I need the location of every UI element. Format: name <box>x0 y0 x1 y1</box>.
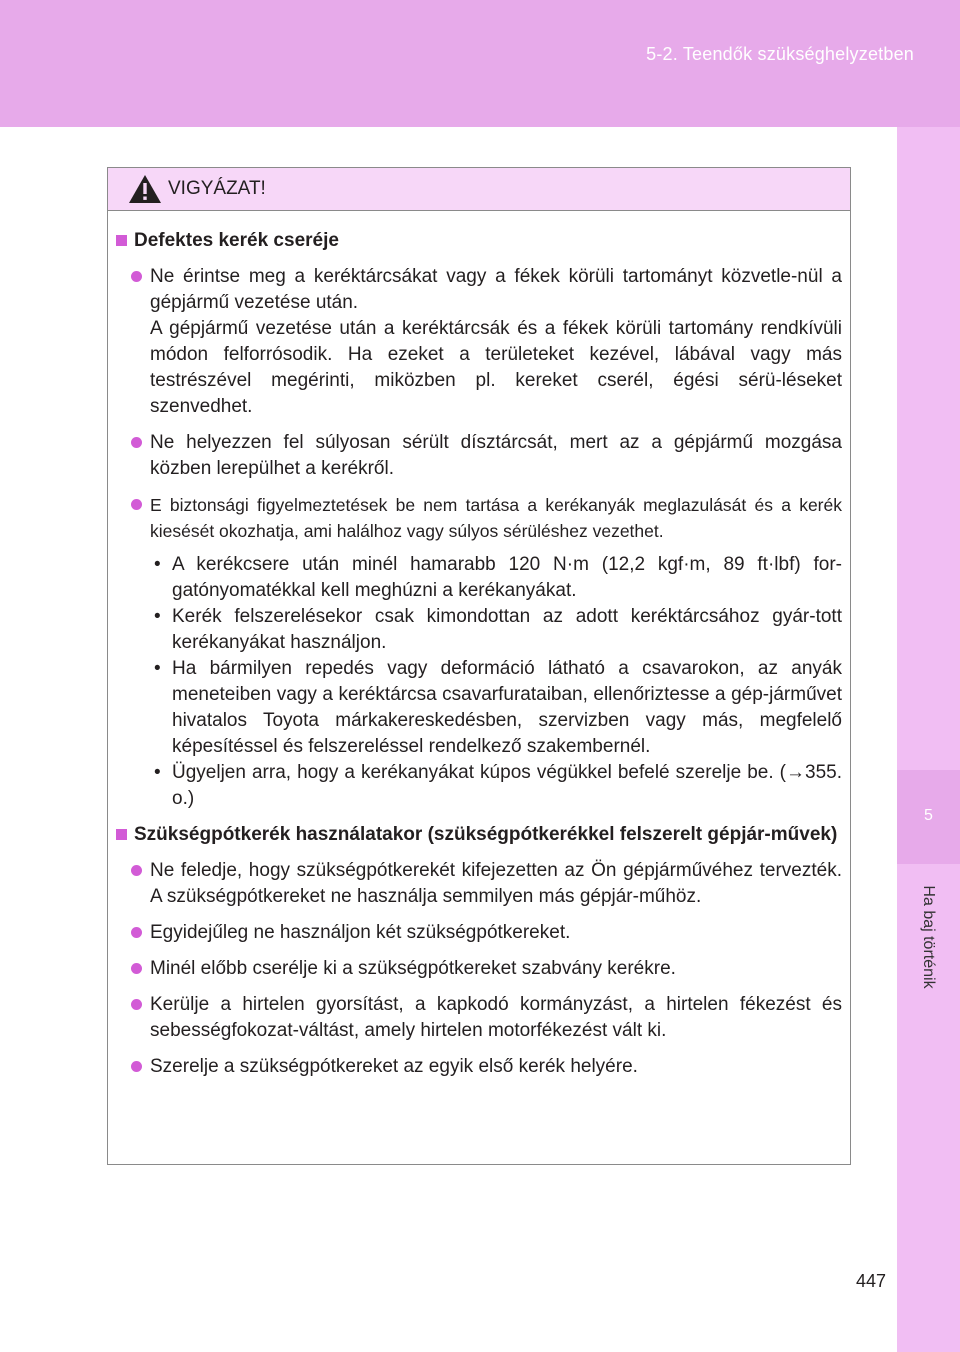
sub-list-item-text: A kerékcsere után minél hamarabb 120 N·m (12,2 kgf·m, 89 ft·lbf) for-gatónyomatékkal kell meghúzni a kerékanyákat. <box>172 554 842 601</box>
circle-bullet-icon <box>131 963 142 974</box>
circle-bullet-icon <box>131 1061 142 1072</box>
circle-bullet-icon <box>131 499 142 510</box>
warning-triangle-icon <box>128 174 162 204</box>
page-number: 447 <box>855 1271 886 1291</box>
sub-list-item-text: Ügyeljen arra, hogy a kerékanyákat kúpos végükkel befelé szerelje be. (→355. o.) <box>172 762 842 809</box>
list-item <box>131 1054 842 1080</box>
list-item-text: Egyidejűleg ne használjon két szükségpótkereket. <box>150 922 571 943</box>
small-dot-icon: • <box>154 606 161 627</box>
sub-list-item <box>154 604 842 656</box>
chapter-number: 5 <box>924 807 933 824</box>
page-header <box>0 0 960 127</box>
section-heading-text: Defektes kerék cseréje <box>134 230 339 251</box>
list-item-text: Minél előbb cserélje ki a szükségpótkereket szabvány kerékre. <box>150 958 676 979</box>
chapter-side-tab <box>897 127 960 1352</box>
circle-bullet-icon <box>131 437 142 448</box>
list-item-text: Ne érintse meg a keréktárcsákat vagy a fékek körüli tartományt közvetle-nül a gépjármű vezetése után. <box>150 266 842 313</box>
sub-list <box>154 552 842 812</box>
list-item-text: A gépjármű vezetése után a keréktárcsák és a fékek körüli tartomány rendkívüli módon felforrósodik. Ha ezeket a területeket kezével, lábával vagy más testrészével megérinti, miközben pl. kereket cserél, égési sérü-léseket szenvedhet. <box>150 318 842 417</box>
small-dot-icon: • <box>154 762 161 783</box>
list-item <box>131 992 842 1044</box>
chapter-number-box <box>897 770 960 864</box>
sub-list-item <box>154 552 842 604</box>
sub-list-item-text: Kerék felszerelésekor csak kimondottan az adott keréktárcsához gyár-tott kerékanyákat használjon. <box>172 606 842 653</box>
circle-bullet-icon <box>131 865 142 876</box>
small-dot-icon: • <box>154 658 161 679</box>
square-bullet-icon <box>116 829 127 840</box>
section-heading <box>116 228 842 254</box>
list-item-text: Ne feledje, hogy szükségpótkerekét kifejezetten az Ön gépjárművéhez tervezték. A szükségpótkereket ne használja semmilyen más gépjár-műhöz. <box>150 860 842 907</box>
sub-list-item <box>154 760 842 812</box>
list-item <box>131 858 842 910</box>
warning-title: VIGYÁZAT! <box>168 178 266 199</box>
list-item <box>131 920 842 946</box>
list-item <box>131 492 842 544</box>
circle-bullet-icon <box>131 927 142 938</box>
section-heading <box>116 822 842 848</box>
small-dot-icon: • <box>154 554 161 575</box>
warning-box <box>107 167 851 1165</box>
warning-content <box>116 228 842 1090</box>
list-item <box>131 264 842 420</box>
section-title: 5-2. Teendők szükséghelyzetben <box>646 44 914 64</box>
list-item-text: Ne helyezzen fel súlyosan sérült dísztárcsát, mert az a gépjármű mozgása közben lerepülhet a kerékről. <box>150 432 842 479</box>
list-item-text: Szerelje a szükségpótkereket az egyik első kerék helyére. <box>150 1056 638 1077</box>
list-item <box>131 430 842 482</box>
warning-header <box>108 168 850 211</box>
list-item <box>131 956 842 982</box>
circle-bullet-icon <box>131 999 142 1010</box>
list-item-text: Kerülje a hirtelen gyorsítást, a kapkodó kormányzást, a hirtelen fékezést és sebességfokozat-váltást, amely hirtelen motorfékezést vált ki. <box>150 994 842 1041</box>
sub-list-item <box>154 656 842 760</box>
sub-list-item-text: Ha bármilyen repedés vagy deformáció látható a csavarokon, az anyák meneteiben vagy a keréktárcsa csavarfurataiban, ellenőriztesse a gép-járművet hivatalos Toyota márkakereskedésben, szervizben vagy más, megfelelő képesítéssel és felszereléssel rendelkező szakembernél. <box>172 658 842 757</box>
chapter-label: Ha baj történik <box>920 885 937 989</box>
square-bullet-icon <box>116 235 127 246</box>
section-heading-text: Szükségpótkerék használatakor (szükségpótkerékkel felszerelt gépjár-művek) <box>134 824 838 845</box>
circle-bullet-icon <box>131 271 142 282</box>
list-item-text: E biztonsági figyelmeztetések be nem tartása a kerékanyák meglazulását és a kerék kiesését okozhatja, ami halálhoz vagy súlyos sérüléshez vezethet. <box>150 495 842 541</box>
